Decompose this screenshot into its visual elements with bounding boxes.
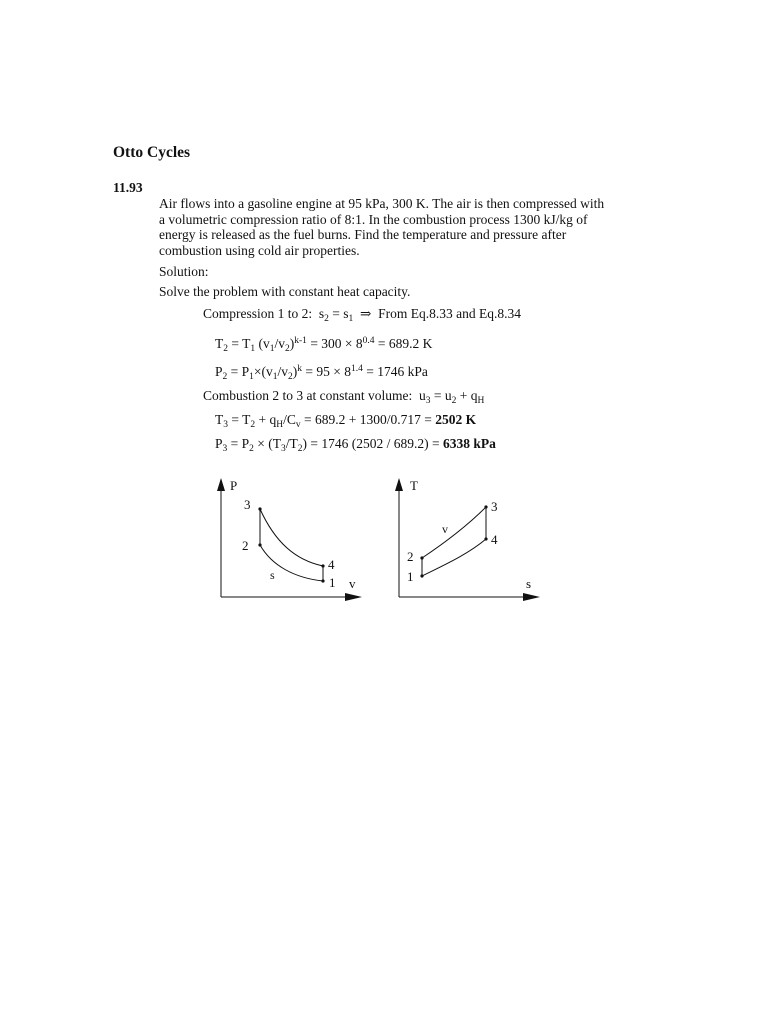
pv-diagram xyxy=(200,470,380,610)
ts-point-1 xyxy=(420,574,423,577)
ts-point-3 xyxy=(484,505,487,508)
p3-equation: $P_3 = P_2 \times (T_3/T_2) = 1746$ (2502 / 689.2) = 6338 kPa xyxy=(215,436,496,454)
statement-line: energy is released as the fuel burns. Find the temperature and pressure after xyxy=(159,227,567,242)
ts-process-2-3 xyxy=(422,507,486,558)
pv-x-axis-label: v xyxy=(349,576,356,591)
statement-line: Air flows into a gasoline engine at 95 kPa, 300 K. The air is then compressed with xyxy=(159,196,605,211)
pv-y-arrow-icon xyxy=(217,478,225,491)
pv-y-axis-label: P xyxy=(230,478,238,493)
solution-intro: Solve the problem with constant heat capacity. xyxy=(159,284,411,299)
ts-state-3-label: 3 xyxy=(491,499,498,514)
problem-statement xyxy=(159,196,604,258)
pv-x-arrow-icon xyxy=(345,593,362,601)
section-title: Otto Cycles xyxy=(113,144,191,161)
ts-point-2 xyxy=(420,556,423,559)
compression-line: Compression 1 to 2: $s_2 = s_1$ ⇒ From Eq.8.33 and Eq.8.34 xyxy=(203,306,521,324)
problem-number: 11.93 xyxy=(113,180,143,195)
pv-point-3 xyxy=(258,507,261,510)
solution-label: Solution: xyxy=(159,264,209,279)
pv-state-1-label: 1 xyxy=(329,575,336,590)
ts-y-arrow-icon xyxy=(395,478,403,491)
combustion-line: Combustion 2 to 3 at constant volume: $u_3 = u_2 + q_H$ xyxy=(203,388,485,406)
equation-reference: From Eq.8.33 and Eq.8.34 xyxy=(378,306,521,321)
pv-point-4 xyxy=(321,564,324,567)
pv-point-2 xyxy=(258,543,261,546)
pv-state-4-label: 4 xyxy=(328,557,335,572)
ts-x-axis-label: s xyxy=(526,576,532,591)
ts-x-arrow-icon xyxy=(523,593,540,601)
t3-equation: $T_3 = T_2 + q_H/C_v = 689.2 + 1300/0.717 = 2502$ K xyxy=(215,412,477,430)
ts-state-4-label: 4 xyxy=(491,532,498,547)
pv-point-1 xyxy=(321,579,324,582)
statement-line: a volumetric compression ratio of 8:1. In the combustion process 1300 kJ/kg of xyxy=(159,211,588,227)
implies-arrow: ⇒ xyxy=(360,306,372,321)
combustion-heading: Combustion 2 to 3 at constant volume: xyxy=(203,388,413,403)
ts-state-1-label: 1 xyxy=(407,569,414,584)
t2-equation: $T_2 = T_1$ $(v_1/v_2)^{k-1} = 300 \times 8^{0.4} = 689.2$ K xyxy=(215,336,433,354)
t3-result: 2502 K xyxy=(435,412,477,427)
ts-state-2-label: 2 xyxy=(407,549,414,564)
ts-point-4 xyxy=(484,537,487,540)
ts-diagram xyxy=(380,470,550,610)
pv-process-label: s xyxy=(270,568,275,582)
ts-y-axis-label: T xyxy=(410,478,418,493)
pv-state-3-label: 3 xyxy=(244,497,251,512)
p3-result: 6338 kPa xyxy=(442,436,496,451)
p2-equation: $P_2 = P_1\times(v_1/v_2)^k = 95 \times 8^{1.4} = 1746$ kPa xyxy=(215,364,428,382)
compression-heading: Compression 1 to 2: xyxy=(203,306,313,321)
ts-process-4-1-curve xyxy=(422,539,486,576)
ts-process-label: v xyxy=(442,522,448,536)
pv-state-2-label: 2 xyxy=(242,538,249,553)
statement-line: combustion using cold air properties. xyxy=(159,242,360,258)
